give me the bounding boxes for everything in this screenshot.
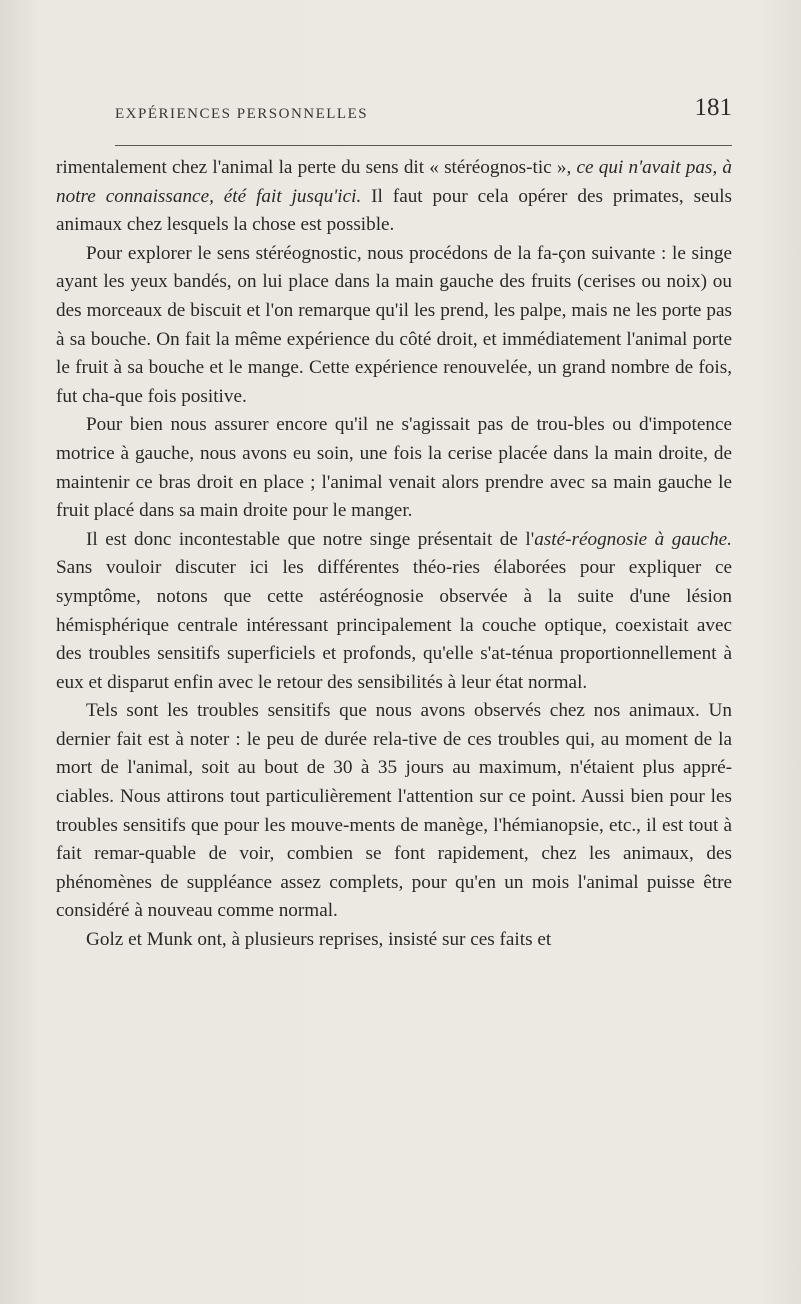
header-rule (115, 145, 732, 146)
paragraph-5: Tels sont les troubles sensitifs que nous avons observés chez nos animaux. Un dernier fait est à noter : le peu de durée rela-tive de ces troubles qui, au moment de la mort de l'animal, soit au bout de 30 à 35 jours au maximum, n'étaient plus appré-ciables. Nous attirons tout particulièrement l'attention sur ce point. Aussi bien pour les troubles sensitifs que pour les mouve-ments de manège, l'hémianopsie, etc., il est tout à fait remar-quable de voir, combien se font rapidement, chez les animaux, des phénomènes de suppléance assez complets, pour qu'en un mois l'animal puisse être considéré à nouveau comme normal. (56, 700, 732, 922)
paragraph-4 (56, 526, 732, 698)
paragraph-1-part-c: Il faut pour cela opérer des primates, seuls animaux chez lesquels la chose est possible. (56, 185, 733, 236)
paragraph-2: Pour explorer le sens stéréognostic, nous procédons de la fa-çon suivante : le singe ayant les yeux bandés, on lui place dans la main gauche des fruits (cerises ou noix) ou des morceaux de biscuit et l'on remarque qu'il les prend, les palpe, mais ne les porte pas à sa bouche. On fait la même expérience du côté droit, et immédiatement l'animal porte le fruit à sa bouche et le mange. Cette expérience renouvelée, un grand nombre de fois, fut cha-que fois positive. (56, 242, 732, 407)
paragraph-6: Golz et Munk ont, à plusieurs reprises, insisté sur ces faits et (86, 929, 552, 951)
paragraph-4-part-a: Il est donc incontestable que notre singe présentait de l' (86, 528, 535, 550)
paragraph-1-part-a: rimentalement chez l'animal la perte du sens dit « stéréognos-tic », (56, 157, 577, 178)
page-number: 181 (694, 94, 732, 121)
body-text (56, 154, 732, 955)
paragraph-1-italic: ce qui n'avait pas, à notre connaissance, été fait jusqu'ici. (56, 157, 732, 207)
running-title: EXPÉRIENCES PERSONNELLES (115, 106, 369, 122)
paragraph-1 (56, 154, 732, 240)
running-head (115, 92, 732, 132)
paragraph-4-italic: asté-réognosie à gauche. (534, 528, 732, 550)
paragraph-3: Pour bien nous assurer encore qu'il ne s'agissait pas de trou-bles ou d'impotence motrice à gauche, nous avons eu soin, une fois la cerise placée dans la main droite, de maintenir ce bras droit en place ; l'animal venait alors prendre avec sa main gauche le fruit placé dans sa main droite pour le manger. (56, 414, 732, 522)
paragraph-4-part-c: Sans vouloir discuter ici les différentes théo-ries élaborées pour expliquer ce symptôme, notons que cette astéréognosie observée à la suite d'une lésion hémisphérique centrale intéressant principalement la couche optique, coexistait avec des troubles sensitifs superficiels et profonds, qu'elle s'at-ténua proportionnellement à eux et disparut enfin avec le retour des sensibilités à leur état normal. (56, 557, 732, 693)
